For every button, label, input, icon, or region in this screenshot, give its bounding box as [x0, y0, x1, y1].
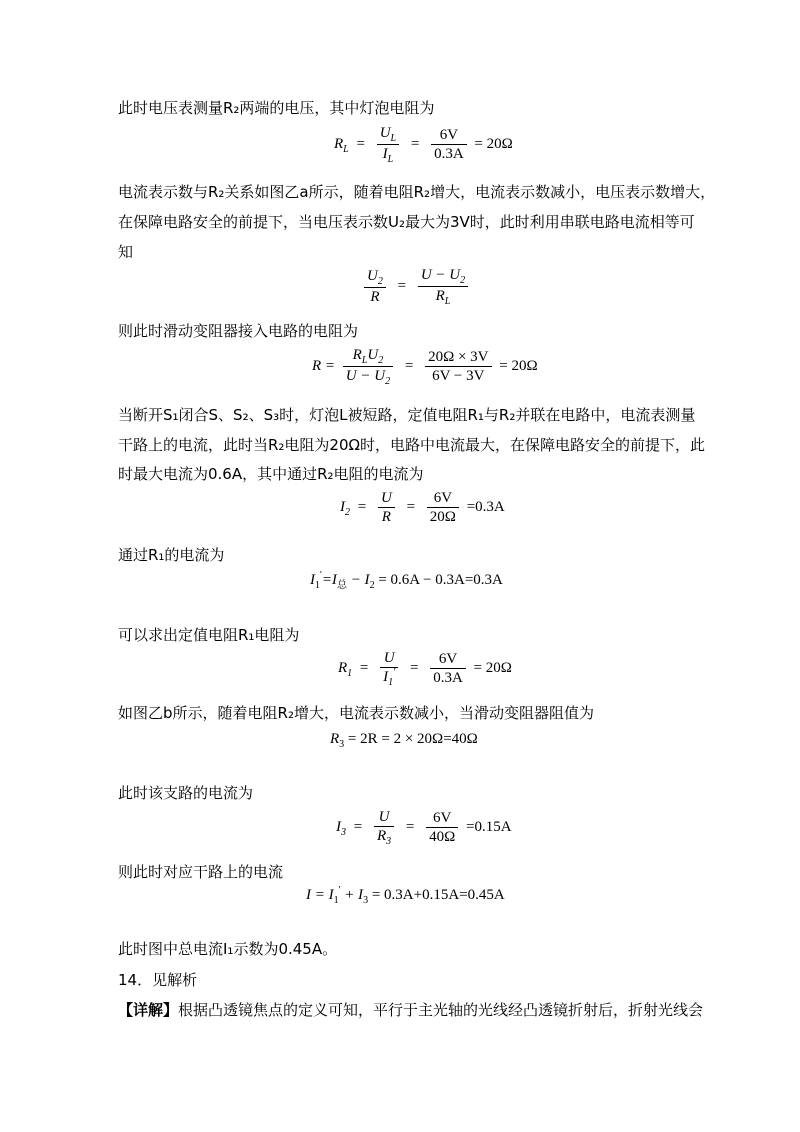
superscript: ' [393, 667, 396, 678]
symbol: I [382, 146, 388, 162]
equals-sign: = [410, 660, 419, 676]
fraction [343, 346, 393, 387]
equals-sign: = [404, 358, 414, 374]
numerator: U [380, 649, 398, 668]
question-number: 14．见解析 [118, 971, 198, 989]
fraction [377, 124, 399, 165]
text-line: 如图乙b所示，随着电阻R₂增大，电流表示数减小，当滑动变阻器阻值为 [118, 704, 594, 722]
text-line: 知 [118, 243, 134, 261]
numerator [377, 124, 399, 145]
symbol: I [340, 499, 345, 515]
numerator: 6V [426, 809, 458, 828]
text-line: 则此时对应干路上的电流 [118, 863, 284, 881]
denominator [380, 668, 398, 688]
superscript: ' [338, 885, 341, 896]
text-line: 时最大电流为0.6A，其中通过R₂电阻的电流为 [118, 465, 424, 483]
result: =0.15A [466, 819, 512, 835]
subscript: 2 [377, 276, 383, 287]
equation-rheostat-resistance [312, 346, 538, 387]
numerator: 6V [430, 650, 466, 669]
subscript: L [361, 355, 368, 366]
subscript: 3 [386, 836, 392, 847]
denominator: 40Ω [429, 829, 456, 845]
denominator: 6V − 3V [432, 368, 485, 384]
symbol: R [435, 288, 445, 304]
equals-sign: = [356, 136, 365, 152]
text-span: 根据凸透镜焦点的定义可知，平行于主光轴的光线经凸透镜折射后，折射光线会 [178, 1001, 704, 1019]
text-line: 则此时滑动变阻器接入电路的电阻为 [118, 322, 359, 340]
symbol: R [376, 828, 387, 844]
numerator [418, 266, 468, 287]
text-line: 可以求出定值电阻R₁电阻为 [118, 626, 300, 644]
symbol: I [310, 572, 315, 588]
text-line: 此时电压表测量R₂两端的电压，其中灯泡电阻为 [118, 99, 435, 117]
result: = 20Ω [474, 136, 513, 152]
symbol: R [334, 136, 344, 152]
result: = 0.6A − 0.3A=0.3A [378, 572, 503, 588]
symbol: R [330, 731, 340, 747]
fraction [425, 348, 491, 385]
equals-sign: = [406, 499, 416, 515]
equation-r1-current [310, 572, 503, 589]
text-line [118, 999, 703, 1021]
numerator [364, 267, 386, 288]
numerator: 20Ω × 3V [425, 348, 491, 367]
equation-r3-value [330, 731, 478, 748]
superscript: ' [320, 570, 322, 581]
symbol: − I [350, 572, 370, 588]
symbol: U − U [345, 368, 386, 384]
equals-sign: = [405, 819, 415, 835]
equation-branch-current [336, 808, 512, 847]
symbol: R [352, 347, 362, 363]
subscript: L [343, 144, 349, 155]
numerator: 6V [427, 489, 459, 508]
text-line: 在保障电路安全的前提下，当电压表示数U₂最大为3V时，此时利用串联电路电流相等可 [118, 213, 695, 231]
fraction [364, 267, 386, 306]
result: = 0.3A+0.15A=0.45A [368, 887, 505, 903]
fraction [427, 489, 459, 526]
numerator: U [378, 489, 395, 508]
equation-r1-resistance [338, 649, 512, 688]
subscript: 1 [388, 677, 394, 688]
subscript: 1 [347, 668, 353, 679]
result: = 20Ω [499, 358, 538, 374]
result: = 20Ω [473, 660, 512, 676]
symbol: U − U [420, 267, 461, 283]
denominator: R [381, 509, 391, 525]
result: =0.3A [466, 499, 505, 515]
equals-sign: = [359, 660, 369, 676]
denominator [377, 145, 399, 165]
denominator [343, 367, 393, 387]
text-line: 当断开S₁闭合S、S₂、S₃时，灯泡L被短路，定值电阻R₁与R₂并联在电路中，电流表测量 [118, 406, 696, 424]
symbol: U [379, 125, 391, 141]
equation-r2-current [340, 489, 505, 526]
equals-sign: = [397, 278, 407, 294]
symbol: =I [321, 572, 337, 588]
equation-total-current [306, 887, 505, 904]
equation-lamp-resistance [334, 124, 513, 165]
subscript: 3 [363, 895, 369, 906]
subscript: 2 [378, 355, 384, 366]
fraction [431, 126, 467, 163]
text-line: 通过R₁的电流为 [118, 546, 225, 564]
denominator: 0.3A [433, 670, 463, 686]
subscript: 2 [369, 580, 375, 591]
fraction [426, 809, 458, 846]
text-line: 电流表示数与R₂关系如图乙a所示，随着电阻R₂增大，电流表示数减小，电压表示数增大， [118, 183, 716, 201]
numerator: U [374, 808, 394, 827]
numerator: 6V [431, 126, 467, 145]
subscript: 2 [345, 507, 350, 518]
text-line: 此时图中总电流I₁示数为0.45A。 [118, 940, 338, 958]
denominator [374, 827, 394, 847]
subscript: 1 [333, 895, 339, 906]
equals-sign: = [353, 819, 363, 835]
result: = 2R = 2 × 20Ω=40Ω [344, 731, 478, 747]
subscript: L [390, 133, 397, 144]
symbol: R [338, 660, 348, 676]
fraction [380, 649, 398, 688]
equals-sign: = [357, 499, 367, 515]
detail-tag: 【详解】 [118, 1001, 179, 1019]
subscript: L [444, 296, 451, 307]
symbol: I [336, 819, 341, 835]
text-line: 此时该支路的电流为 [118, 784, 254, 802]
subscript: L [387, 154, 394, 165]
symbol: R = [312, 358, 336, 374]
subscript: 总 [336, 580, 347, 591]
equation-series-current [360, 266, 472, 307]
numerator [343, 346, 393, 367]
symbol: U [367, 268, 378, 284]
subscript: 2 [385, 376, 391, 387]
fraction [374, 808, 394, 847]
subscript: 2 [460, 275, 466, 286]
subscript: 3 [339, 739, 345, 750]
text-line: 干路上的电流，此时当R₂电阻为20Ω时，电路中电流最大，在保障电路安全的前提下，此 [118, 436, 705, 454]
symbol: I = I [306, 887, 334, 903]
equals-sign: = [410, 136, 420, 152]
symbol: + I [340, 887, 364, 903]
denominator: 0.3A [434, 146, 464, 162]
denominator: R [370, 289, 380, 305]
fraction [378, 489, 395, 526]
symbol: I [383, 669, 389, 685]
subscript: 1 [315, 580, 320, 591]
denominator [418, 287, 468, 307]
denominator: 20Ω [429, 509, 456, 525]
symbol: U [367, 347, 379, 363]
fraction [418, 266, 468, 307]
subscript: 3 [341, 827, 346, 838]
fraction [430, 650, 466, 687]
